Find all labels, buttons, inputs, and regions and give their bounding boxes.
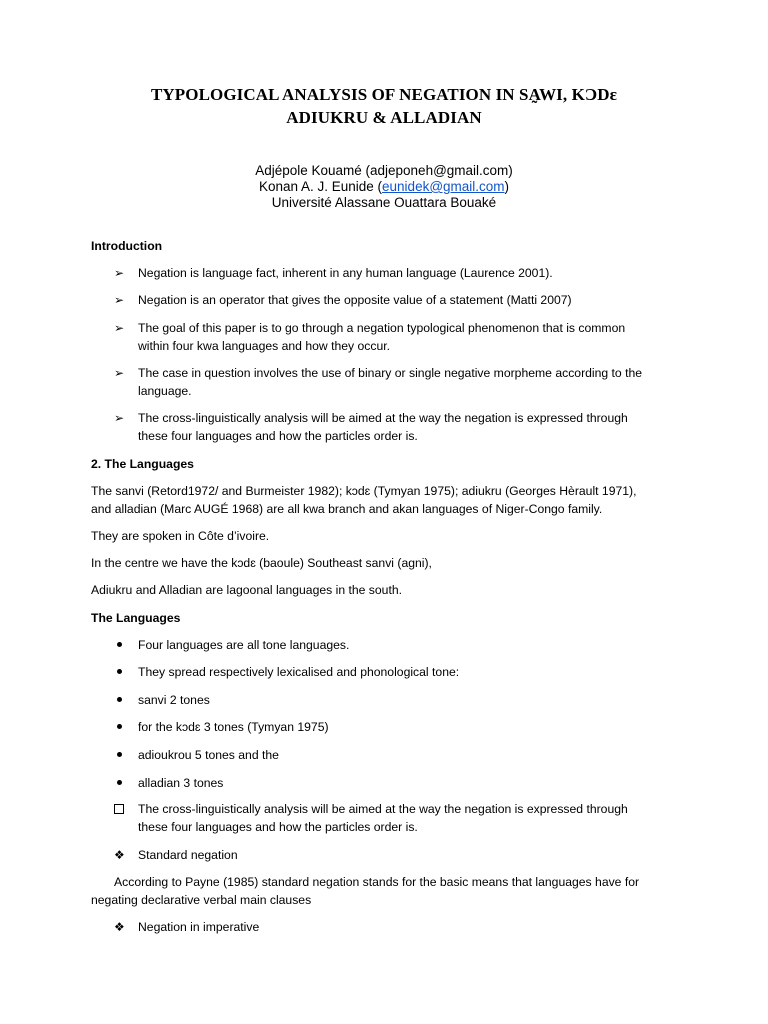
author-line-2 (60, 179, 708, 194)
languages-list-heading: The Languages (91, 611, 181, 625)
languages-list-item-1: Four languages are all tone languages. (138, 638, 350, 652)
languages-list-item-6: alladian 3 tones (138, 776, 224, 790)
imperative-heading: Negation in imperative (138, 920, 260, 934)
title-line-1: TYPOLOGICAL ANALYSIS OF NEGATION IN SA̰WI, KƆDɛ (150, 85, 618, 104)
author-2-email-link[interactable]: eunidek@gmail.com (382, 179, 505, 194)
author-2-name: Konan A. J. Eunide ( (258, 179, 383, 194)
bullet-dot-icon (117, 752, 122, 757)
bullet-dot-icon (117, 724, 122, 729)
author-affiliation: Université Alassane Ouattara Bouaké (271, 195, 497, 210)
bullet-dot-icon (117, 697, 122, 702)
intro-bullet-4-line-2: language. (138, 384, 192, 398)
intro-bullet-5-line-2: these four languages and how the particles order is. (138, 429, 418, 443)
arrow-bullet-icon: ➢ (114, 266, 125, 280)
languages-list-item-5: adioukrou 5 tones and the (138, 748, 279, 762)
arrow-bullet-icon: ➢ (114, 321, 125, 335)
standard-negation-para-line-1: According to Payne (1985) standard negation stands for the basic means that languages have for (114, 875, 640, 889)
author-line-1: Adjépole Kouamé (adjeponeh@gmail.com) (255, 163, 513, 178)
arrow-bullet-icon: ➢ (114, 366, 125, 380)
diamond-bullet-icon: ❖ (114, 848, 125, 862)
standard-negation-para-line-2: negating declarative verbal main clauses (91, 893, 312, 907)
intro-bullet-3-line-2: within four kwa languages and how they occur. (138, 339, 391, 353)
languages-para-1-line-2: and alladian (Marc AUGÉ 1968) are all kwa branch and akan languages of Niger-Congo family. (91, 502, 603, 516)
diamond-bullet-icon: ❖ (114, 920, 125, 934)
languages-list-item-2: They spread respectively lexicalised and phonological tone: (138, 665, 460, 679)
languages-para-4: Adiukru and Alladian are lagoonal languages in the south. (91, 583, 403, 597)
intro-bullet-4-line-1: The case in question involves the use of binary or single negative morpheme according to the (138, 366, 643, 380)
intro-bullet-3-line-1: The goal of this paper is to go through a negation typological phenomenon that is common (138, 321, 626, 335)
arrow-bullet-icon: ➢ (114, 293, 125, 307)
author-2-suffix: ) (504, 179, 510, 194)
languages-list-item-3: sanvi 2 tones (138, 693, 210, 707)
bullet-dot-icon (117, 669, 122, 674)
intro-bullet-1: Negation is language fact, inherent in any human language (Laurence 2001). (138, 266, 553, 280)
standard-negation-heading: Standard negation (138, 848, 238, 862)
intro-bullet-2: Negation is an operator that gives the opposite value of a statement (Matti 2007) (138, 293, 572, 307)
arrow-bullet-icon: ➢ (114, 411, 125, 425)
languages-para-3: In the centre we have the kɔdɛ (baoule) Southeast sanvi (agni), (91, 556, 432, 570)
intro-bullet-5-line-1: The cross-linguistically analysis will be aimed at the way the negation is expressed through (138, 411, 628, 425)
languages-para-2: They are spoken in Côte d’ivoire. (91, 529, 270, 543)
languages-box-item-line-1: The cross-linguistically analysis will be aimed at the way the negation is expressed through (138, 802, 628, 816)
languages-para-1-line-1: The sanvi (Retord1972/ and Burmeister 1982); kɔdɛ (Tymyan 1975); adiukru (Georges Hèrault 1971), (91, 484, 637, 498)
bullet-dot-icon (117, 780, 122, 785)
introduction-heading: Introduction (91, 239, 163, 253)
bullet-dot-icon (117, 642, 122, 647)
languages-list-item-4: for the kɔdɛ 3 tones (Tymyan 1975) (138, 720, 329, 734)
checkbox-bullet-icon (114, 804, 124, 814)
languages-box-item-line-2: these four languages and how the particles order is. (138, 820, 418, 834)
languages-heading: 2. The Languages (91, 457, 194, 471)
title-line-2: ADIUKRU & ALLADIAN (286, 108, 482, 127)
